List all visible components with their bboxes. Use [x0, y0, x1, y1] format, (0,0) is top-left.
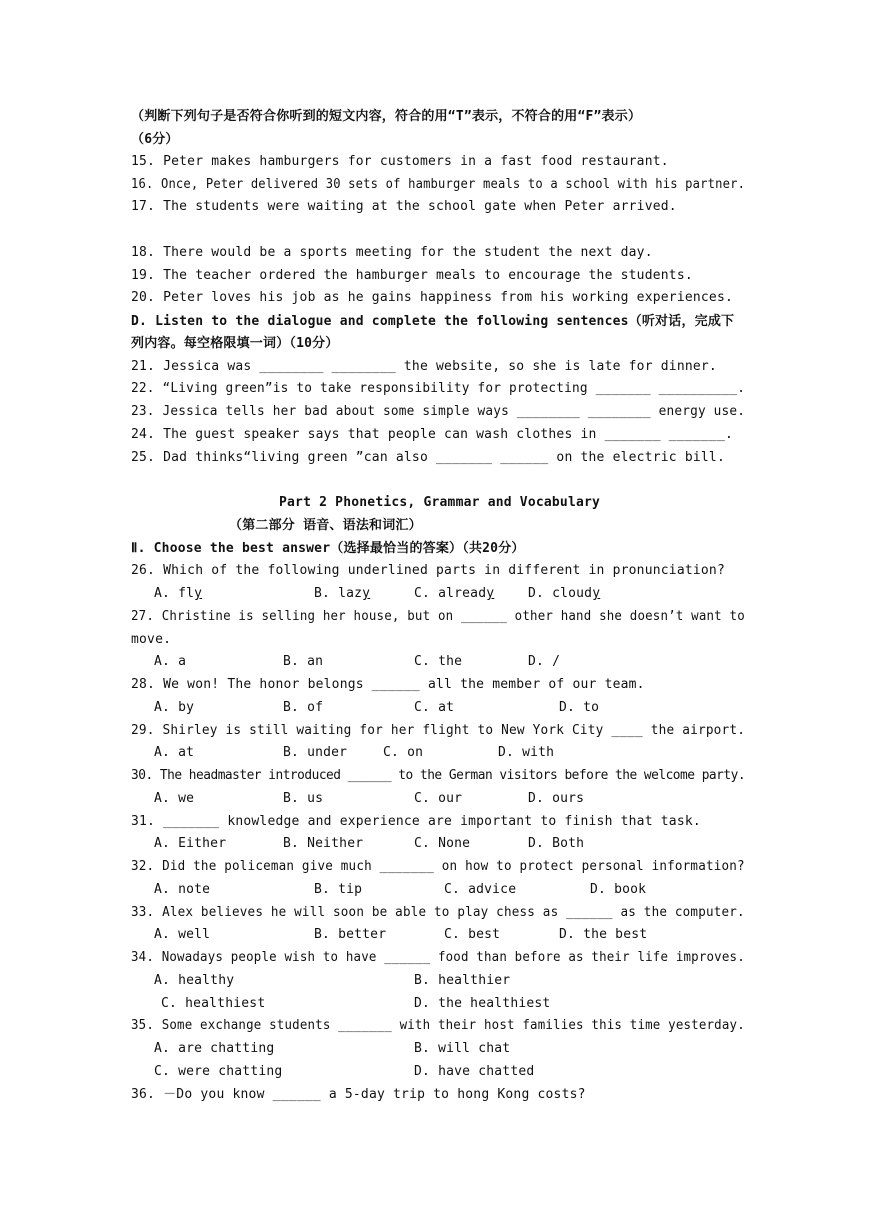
option-32d: D. book	[590, 882, 647, 897]
option-31b: B. Neither	[283, 836, 364, 851]
option-27d: D. /	[528, 654, 561, 669]
option-27c: C. the	[414, 654, 463, 669]
option-30c: C. our	[414, 791, 463, 806]
question-16: 16. Once, Peter delivered 30 sets of hamburger meals to a school with his partner.	[131, 177, 746, 192]
question-34: 34. Nowadays people wish to have ______ food than before as their life improves.	[131, 950, 745, 965]
question-24: 24. The guest speaker says that people can wash clothes in _______ _______.	[131, 427, 733, 442]
question-15: 15. Peter makes hamburgers for customers in a fast food restaurant.	[131, 154, 669, 169]
question-29: 29. Shirley is still waiting for her flight to New York City ____ the airport.	[131, 723, 746, 738]
option-30a: A. we	[154, 791, 195, 806]
question-30: 30. The headmaster introduced ______ to the German visitors before the welcome party.	[131, 768, 746, 783]
question-22: 22. “Living green”is to take responsibility for protecting _______ __________.	[131, 381, 746, 396]
question-27-cont: move.	[131, 632, 172, 647]
option-29b: B. under	[283, 745, 348, 760]
option-33b: B. better	[314, 927, 387, 942]
option-32b: B. tip	[314, 882, 363, 897]
partD-heading-cont: 列内容。每空格限填一词）（10分）	[131, 336, 339, 351]
option-34a: A. healthy	[154, 973, 235, 988]
option-34d: D. the healthiest	[414, 996, 551, 1011]
option-28d: D. to	[559, 700, 600, 715]
question-35: 35. Some exchange students _______ with their host families this time yesterday.	[131, 1018, 745, 1033]
option-31a: A. Either	[154, 836, 227, 851]
option-35a: A. are chatting	[154, 1041, 275, 1056]
option-26a: A. fly	[154, 586, 203, 601]
partC-score: （6分）	[131, 132, 179, 147]
option-30d: D. ours	[528, 791, 585, 806]
question-26: 26. Which of the following underlined parts in different in pronunciation?	[131, 563, 725, 578]
option-27a: A. a	[154, 654, 187, 669]
option-26d: D. cloudy	[528, 586, 601, 601]
question-32: 32. Did the policeman give much _______ on how to protect personal information?	[131, 859, 745, 874]
option-28a: A. by	[154, 700, 195, 715]
question-19: 19. The teacher ordered the hamburger meals to encourage the students.	[131, 268, 693, 283]
question-21: 21. Jessica was ________ ________ the website, so she is late for dinner.	[131, 359, 717, 374]
option-26b: B. lazy	[314, 586, 371, 601]
option-33c: C. best	[444, 927, 501, 942]
option-33d: D. the best	[559, 927, 648, 942]
option-34c: C. healthiest	[161, 996, 266, 1011]
option-35b: B. will chat	[414, 1041, 511, 1056]
option-32a: A. note	[154, 882, 211, 897]
option-33a: A. well	[154, 927, 211, 942]
partC-instruction: （判断下列句子是否符合你听到的短文内容，符合的用“T”表示，不符合的用“F”表示）	[131, 109, 642, 124]
question-28: 28. We won! The honor belongs ______ all the member of our team.	[131, 677, 645, 692]
option-26c: C. already	[414, 586, 495, 601]
option-30b: B. us	[283, 791, 324, 806]
question-18: 18. There would be a sports meeting for the student the next day.	[131, 245, 653, 260]
option-32c: C. advice	[444, 882, 517, 897]
question-27: 27. Christine is selling her house, but on ______ other hand she doesn’t want to	[131, 609, 745, 624]
option-34b: B. healthier	[414, 973, 511, 988]
option-35c: C. were chatting	[154, 1064, 283, 1079]
option-27b: B. an	[283, 654, 324, 669]
section2-heading: Ⅱ. Choose the best answer（选择最恰当的答案）（共20分）	[131, 541, 525, 556]
option-31c: C. None	[414, 836, 471, 851]
part2-title: Part 2 Phonetics, Grammar and Vocabulary	[279, 495, 601, 510]
option-31d: D. Both	[528, 836, 585, 851]
option-29a: A. at	[154, 745, 195, 760]
option-35d: D. have chatted	[414, 1064, 535, 1079]
question-31: 31. _______ knowledge and experience are important to finish that task.	[131, 814, 701, 829]
question-25: 25. Dad thinks“living green ”can also _______ ______ on the electric bill.	[131, 450, 725, 465]
question-23: 23. Jessica tells her bad about some simple ways ________ ________ energy use.	[131, 404, 746, 419]
option-29c: C. on	[383, 745, 424, 760]
option-28c: C. at	[414, 700, 455, 715]
question-17: 17. The students were waiting at the school gate when Peter arrived.	[131, 199, 677, 214]
question-20: 20. Peter loves his job as he gains happiness from his working experiences.	[131, 290, 733, 305]
question-33: 33. Alex believes he will soon be able to play chess as ______ as the computer.	[131, 905, 745, 920]
partD-heading: D. Listen to the dialogue and complete the following sentences（听对话，完成下	[131, 314, 735, 329]
question-36: 36. －Do you know ______ a 5-day trip to hong Kong costs?	[131, 1087, 586, 1102]
option-29d: D. with	[498, 745, 555, 760]
option-28b: B. of	[283, 700, 324, 715]
part2-subtitle: （第二部分 语音、语法和词汇）	[229, 518, 422, 533]
